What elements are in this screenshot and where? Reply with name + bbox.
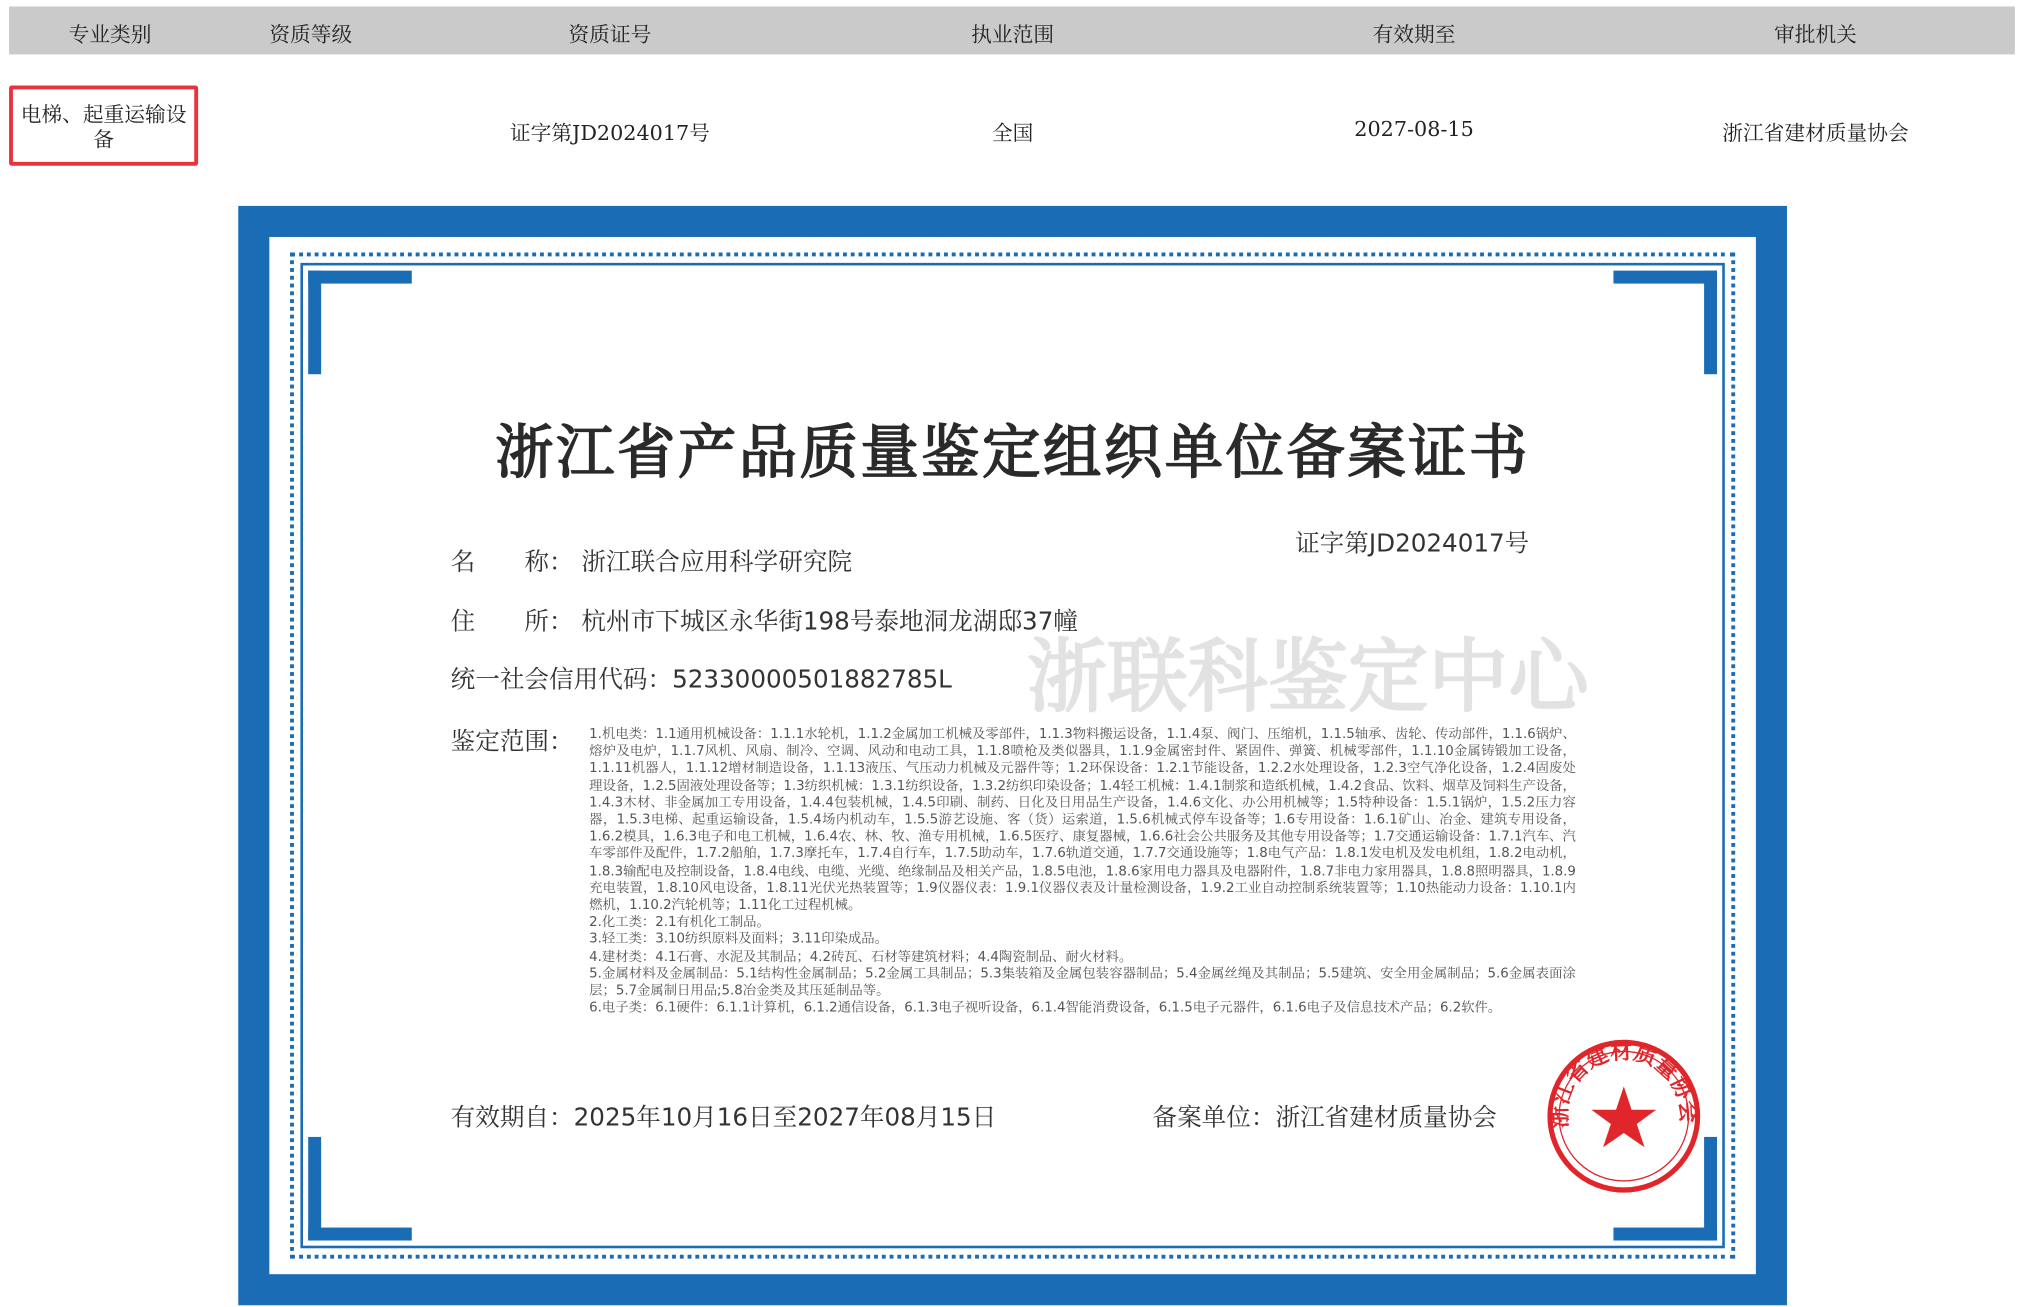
header-level: 资质等级 [269,22,353,47]
scope-line: 6.电子类：6.1硬件：6.1.1计算机，6.1.2通信设备，6.1.3电子视听设备，6.1.4智能消费设备，6.1.5电子元器件，6.1.6电子及信息技术产品；6.2软件。 [589,999,1502,1016]
name-label: 名 称： [450,547,574,577]
address-label: 住 所： [450,607,574,636]
address-value: 杭州市下城区永华街198号泰地洞龙湖邸37幢 [581,607,1078,636]
cell-scope: 全国 [991,120,1034,146]
corner-ornament [308,271,412,375]
scope-line: 4.建材类：4.1石膏、水泥及其制品；4.2砖瓦、石材等建筑材料；4.4陶瓷制品、耐火材料。 [589,948,1133,965]
credit-code-label: 统一社会信用代码： [450,665,673,695]
cell-cert-no: 证字第JD2024017号 [509,120,710,146]
header-cert-no: 资质证号 [568,22,652,47]
header-authority: 审批机关 [1774,22,1857,47]
scope-line: 5.金属材料及金属制品：5.1结构性金属制品；5.2金属工具制品；5.3集装箱及金属包装容器制品；5.4金属丝绳及其制品；5.5建筑、安全用金属制品；5.6金属表面涂层；5.7金属制日用品;5.8冶金类及其压延制品等。 [589,965,1576,999]
certificate-image [238,206,1787,1305]
cell-authority: 浙江省建材质量协会 [1722,120,1909,146]
name-field [451,543,852,578]
scope-line: 3.轻工类：3.10纺织原料及面料；3.11印染成品。 [589,931,888,948]
scope-text [589,726,1576,1017]
issuer: 备案单位：浙江省建材质量协会 [1152,1103,1497,1132]
certificate-paper [269,237,1756,1274]
cell-valid-until: 2027-08-15 [1354,116,1474,142]
certificate-title: 浙江省产品质量鉴定组织单位备案证书 [495,418,1530,487]
official-seal-icon [1545,1037,1703,1195]
cell-category-highlighted: 电梯、起重运输设备 [9,85,198,165]
corner-ornament [1613,271,1717,375]
scope-label: 鉴定范围： [450,727,574,757]
header-category: 专业类别 [68,22,152,47]
scope-line: 1.机电类：1.1通用机械设备：1.1.1水轮机，1.1.2金属加工机械及零部件，1.1.3物料搬运设备，1.1.4泵、阀门、压缩机，1.1.5轴承、齿轮、传动部件，1.1.6锅炉、熔炉及电炉，1.1.7风机、风扇、制冷、空调、风动和电动工具，1.1.8喷枪及类似器具，1.1.9金属密封件、紧固件、弹簧、机械零部件，1.1.10金属铸锻加工设备，1.1.11机器人，1.1.12增材制造设备，1.1.13液压、气压动力机械及元器件等；1.2环保设备：1.2.1节能设备，1.2.2水处理设备，1.2.3空气净化设备，1.2.4固废处理设备，1.2.5固液处理设备等；1.3纺织机械：1.3.1纺织设备，1.3.2纺织印染设备；1.4轻工机械：1.4.1制浆和造纸机械，1.4.2食品、饮料、烟草及饲料生产设备，1.4.3木材、非金属加工专用设备，1.4.4包装机械，1.4.5印刷、制药、日化及日用品生产设备，1.4.6文化、办公用机械等；1.5特种设备：1.5.1锅炉，1.5.2压力容器，1.5.3电梯、起重运输设备，1.5.4场内机动车，1.5.5游艺设施、客（货）运索道，1.5.6机械式停车设备等；1.6专用设备：1.6.1矿山、冶金、建筑专用设备，1.6.2模具，1.6.3电子和电工机械，1.6.4农、林、牧、渔专用机械，1.6.5医疗、康复器械，1.6.6社会公共服务及其他专用设备等；1.7交通运输设备：1.7.1汽车、汽车零部件及配件，1.7.2船舶，1.7.3摩托车，1.7.4自行车，1.7.5助动车，1.7.6轨道交通，1.7.7交通设施等；1.8电气产品：1.8.1发电机及发电机组，1.8.2电动机，1.8.3输配电及控制设备，1.8.4电线、电缆、光缆、绝缘制品及相关产品，1.8.5电池，1.8.6家用电力器具及电器附件，1.8.7非电力家用器具，1.8.8照明器具，1.8.9充电装置，1.8.10风电设备，1.8.11光伏光热装置等；1.9仪器仪表：1.9.1仪器仪表及计量检测设备，1.9.2工业自动控制系统装置等；1.10热能动力设备：1.10.1内燃机，1.10.2汽轮机等；1.11化工过程机械。 [589,726,1576,913]
credit-code-field [451,660,952,695]
scope-line: 2.化工类：2.1有机化工制品。 [589,914,770,931]
name-value: 浙江联合应用科学研究院 [581,547,853,577]
address-field [451,602,1078,637]
table-header [9,6,2015,54]
header-scope: 执业范围 [971,22,1055,47]
watermark: 浙联科鉴定中心 [1026,629,1589,724]
seal-text: 浙江省建材质量协会 [1547,1039,1701,1129]
certificate-number: 证字第JD2024017号 [1295,529,1530,559]
header-valid-until: 有效期至 [1372,22,1456,47]
validity-period: 有效期自：2025年10月16日至2027年08月15日 [450,1103,997,1132]
credit-code-value: 52330000501882785L [672,665,952,695]
corner-ornament [308,1137,412,1241]
